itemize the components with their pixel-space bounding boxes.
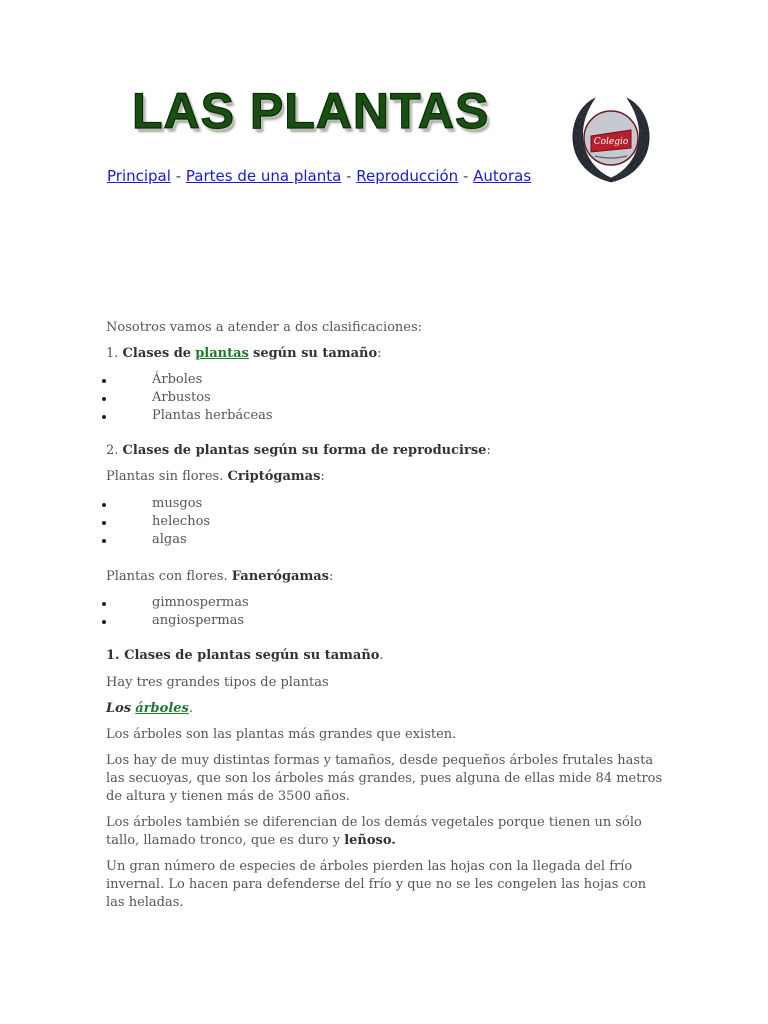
intro-text: Nosotros vamos a atender a dos clasificaciones: <box>106 320 423 335</box>
size-section-heading <box>106 647 666 665</box>
list-item: helechos <box>106 513 666 531</box>
cryptogam-list <box>106 495 666 549</box>
with-flowers-text: Plantas con flores. <box>106 569 228 584</box>
nav-link-principal[interactable]: Principal <box>107 167 171 185</box>
plantas-link[interactable]: plantas <box>195 346 249 361</box>
arboles-heading <box>106 700 666 718</box>
nav-separator: - <box>346 167 352 185</box>
with-flowers-line <box>106 568 666 586</box>
with-flowers-colon: : <box>328 569 334 584</box>
section2-number: 2. <box>106 443 119 458</box>
arboles-period: . <box>188 701 193 716</box>
paragraph-3 <box>106 814 666 850</box>
size-section-title: 1. Clases de plantas según su tamaño <box>106 648 380 663</box>
no-flowers-colon: : <box>320 469 325 484</box>
section2-colon: : <box>486 443 491 458</box>
list-item: gimnospermas <box>106 594 666 612</box>
tipos-text: Hay tres grandes tipos de plantas <box>106 675 329 690</box>
section1-heading <box>106 345 666 363</box>
los-label: Los <box>106 701 132 716</box>
paragraph-2: Los hay de muy distintas formas y tamaños, desde pequeños árboles frutales hasta las secuoyas, que son los árboles más grandes, pues alguna de ellas mide 84 metros de altura y tienen más de 3500 años. <box>106 753 663 804</box>
header <box>132 83 490 139</box>
arboles-link[interactable]: árboles <box>135 701 189 716</box>
list-item: Plantas herbáceas <box>106 407 666 425</box>
page-title: LAS PLANTAS <box>132 83 490 139</box>
list-item: Arbustos <box>106 389 666 407</box>
size-list <box>106 371 666 425</box>
main-nav <box>107 167 531 185</box>
paragraph-3-bold: leñoso. <box>344 833 396 848</box>
paragraph-1: Los árboles son las plantas más grandes que existen. <box>106 727 457 742</box>
section1-post: según su tamaño <box>253 346 378 361</box>
phanerogam-list <box>106 594 666 630</box>
school-emblem-logo <box>567 94 655 186</box>
section1-number: 1. <box>106 346 119 361</box>
paragraph-3-text: Los árboles también se diferencian de los demás vegetales porque tienen un sólo tallo, llamado tronco, que es duro y <box>106 815 642 848</box>
no-flowers-line <box>106 468 666 486</box>
with-flowers-bold: Fanerógamas <box>231 569 329 584</box>
list-item: algas <box>106 531 666 549</box>
nav-link-reproduccion[interactable]: Reproducción <box>356 167 459 185</box>
section2-title: Clases de plantas según su forma de reproducirse <box>122 443 487 458</box>
size-section-dot: . <box>379 648 384 663</box>
list-item: angiospermas <box>106 612 666 630</box>
list-item: musgos <box>106 495 666 513</box>
nav-link-partes[interactable]: Partes de una planta <box>185 167 342 185</box>
section1-colon: : <box>377 346 382 361</box>
list-item: Árboles <box>106 371 666 389</box>
emblem-lettering: Colegio <box>593 137 629 147</box>
nav-separator: - <box>462 167 469 185</box>
nav-link-autoras[interactable]: Autoras <box>473 167 532 185</box>
paragraph-4: Un gran número de especies de árboles pierden las hojas con la llegada del frío invernal. Lo hacen para defenderse del frío y que no se les congelen las hojas con las heladas. <box>106 859 647 910</box>
no-flowers-bold: Criptógamas <box>227 469 321 484</box>
main-content <box>106 319 666 912</box>
section2-heading <box>106 442 666 460</box>
no-flowers-text: Plantas sin flores. <box>106 469 224 484</box>
nav-separator: - <box>175 167 182 185</box>
section1-pre: Clases de <box>122 346 192 361</box>
